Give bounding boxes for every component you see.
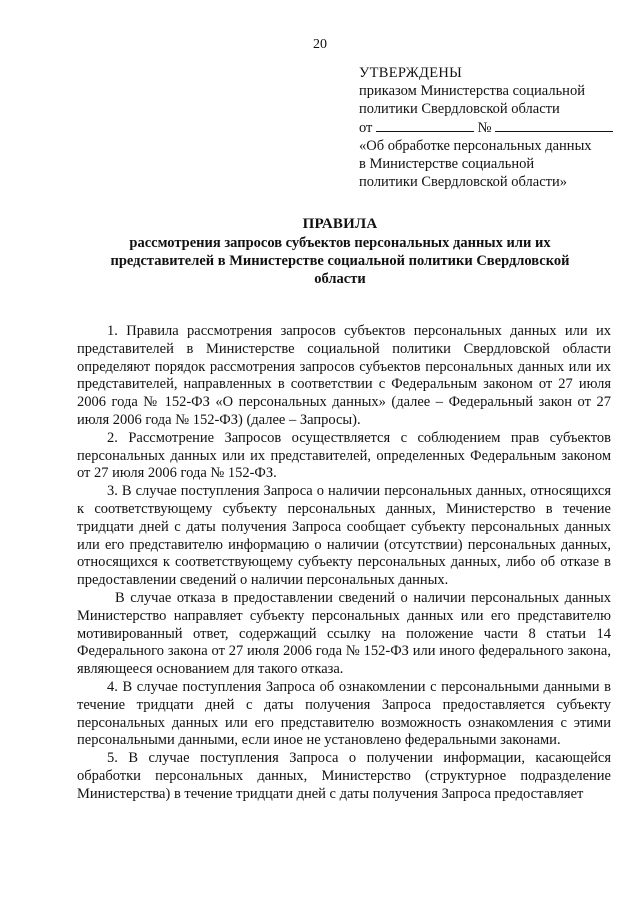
approval-heading: УТВЕРЖДЕНЫ — [359, 65, 463, 81]
paragraph-5: 5. В случае поступления Запроса о получении информации, касающейся обработки персональных данных, Министерство (структурное подразделение Министерства) в течение тридцати дней с даты получения Запроса предоставляет — [77, 750, 611, 802]
paragraph-2: 2. Рассмотрение Запросов осуществляется с соблюдением прав субъектов персональных данных или их представителей, определенных Федеральным законом от 27 июля 2006 года № 152-ФЗ. — [77, 429, 611, 482]
page-number: 20 — [313, 37, 327, 52]
number-blank-field — [495, 118, 613, 132]
approval-from-label: от — [359, 120, 373, 136]
approval-quote-1: «Об обработке персональных данных — [359, 138, 592, 154]
paragraph-3: 3. В случае поступления Запроса о наличии персональных данных, относящихся к соответствующему субъекту персональных данных, Министерство в течение тридцати дней с даты получения Запроса сообщает субъекту персональных данных или его представителю информацию о наличии (отсутствии) персональных данных, относящихся к соответствующему субъекту персональных данных, либо об отказе в предоставлении сведений о наличии персональных данных. — [77, 483, 611, 589]
paragraph-3-continuation: В случае отказа в предоставлении сведений о наличии персональных данных Министерство направляет субъекту персональных данных или его представителю мотивированный ответ, содержащий ссылку на положение части 8 статьи 14 Федерального закона от 27 июля 2006 года № 152-ФЗ или иного федерального закона, являющееся основанием для такого отказа. — [77, 589, 611, 678]
approval-quote-3: политики Свердловской области» — [359, 174, 567, 190]
title-line-3: области — [314, 271, 366, 287]
approval-block — [359, 64, 619, 191]
approval-date-number-line — [359, 118, 619, 137]
title-line-1: рассмотрения запросов субъектов персональных данных или их — [129, 235, 551, 251]
title-main: ПРАВИЛА — [302, 216, 378, 232]
approval-number-label: № — [477, 120, 492, 136]
approval-quote-2: в Министерстве социальной — [359, 156, 535, 172]
document-title — [90, 214, 590, 288]
document-body — [77, 323, 611, 804]
approval-line-1: приказом Министерства социальной — [359, 83, 585, 99]
date-blank-field — [376, 118, 474, 132]
title-line-2: представителей в Министерстве социальной политики Свердловской — [110, 253, 570, 269]
paragraph-4: 4. В случае поступления Запроса об ознакомлении с персональными данными в течение тридцати дней с даты получения Запроса предоставляется субъекту персональных данных или его представителю возможность ознакомления с этими персональными данными, если иное не установлено федеральными законами. — [77, 678, 611, 749]
approval-line-2: политики Свердловской области — [359, 101, 560, 117]
paragraph-1: 1. Правила рассмотрения запросов субъектов персональных данных или их представителей в Министерстве социальной политики Свердловской области определяют порядок рассмотрения запросов субъектов персональных данных или их представителей, направленных в соответствии с Федеральным законом от 27 июля 2006 года № 152-ФЗ «О персональных данных» (далее – Федеральный закон от 27 июля 2006 года № 152-ФЗ) (далее – Запросы). — [77, 323, 611, 428]
